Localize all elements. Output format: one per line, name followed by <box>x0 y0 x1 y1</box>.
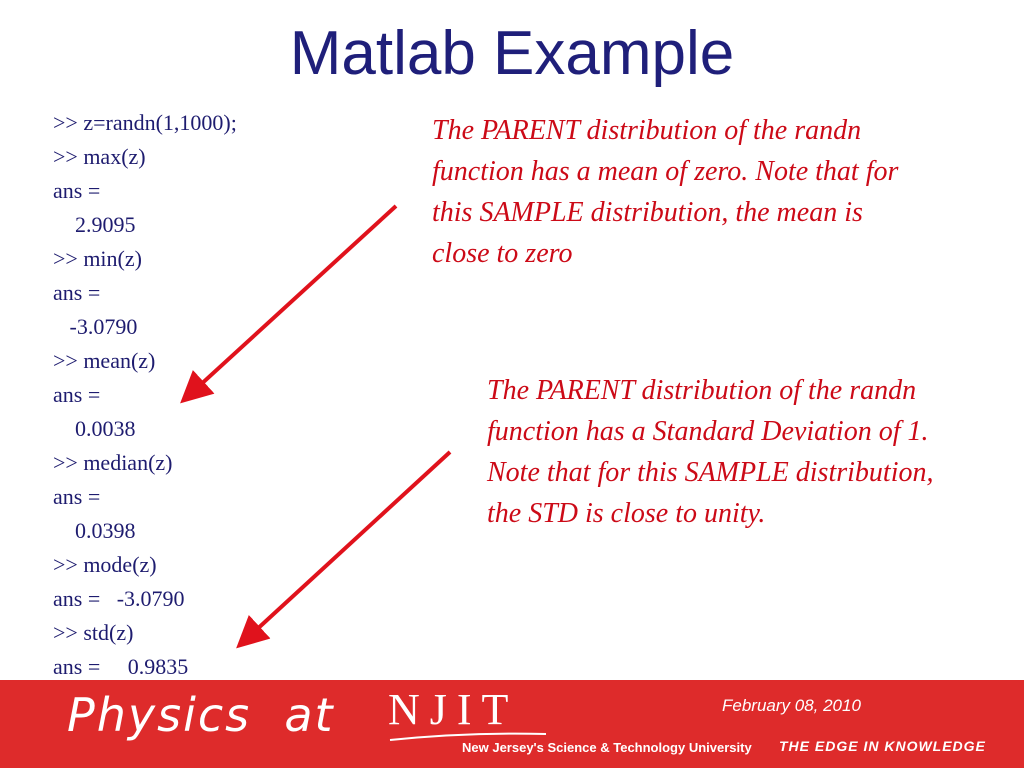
code-line: -3.0790 <box>53 314 138 339</box>
code-line: >> max(z) <box>53 144 146 169</box>
code-line: >> z=randn(1,1000); <box>53 110 237 135</box>
slide-date: February 08, 2010 <box>722 696 861 715</box>
code-line: 0.0398 <box>53 518 136 543</box>
code-line: >> mean(z) <box>53 348 156 373</box>
std-arrow <box>242 452 450 643</box>
code-line: 0.0038 <box>53 416 136 441</box>
code-line: >> median(z) <box>53 450 173 475</box>
code-line: ans = <box>53 178 101 203</box>
mean-annotation: The PARENT distribution of the randn function has a mean of zero. Note that for this SAMPLE distribution, the mean is close to zero <box>432 115 899 269</box>
code-line: ans = <box>53 382 101 407</box>
code-line: 2.9095 <box>53 212 136 237</box>
physics-at-brand: Physics at <box>67 688 335 742</box>
mean-arrow <box>186 206 396 398</box>
university-name: New Jersey's Science & Technology University <box>462 740 752 755</box>
code-line: ans = <box>53 484 101 509</box>
code-line: >> std(z) <box>53 620 134 645</box>
njit-logo: NJIT <box>388 685 519 734</box>
std-annotation: The PARENT distribution of the randn function has a Standard Deviation of 1. Note that for this SAMPLE distribution, the STD is close to unity. <box>487 375 934 529</box>
tagline: THE EDGE IN KNOWLEDGE <box>779 738 986 754</box>
code-line: ans = 0.9835 <box>53 654 189 679</box>
code-line: >> mode(z) <box>53 552 157 577</box>
code-line: >> min(z) <box>53 246 142 271</box>
code-line: ans = -3.0790 <box>53 586 185 611</box>
code-line: ans = <box>53 280 101 305</box>
slide-title: Matlab Example <box>289 19 735 88</box>
footer-banner <box>0 680 1024 768</box>
